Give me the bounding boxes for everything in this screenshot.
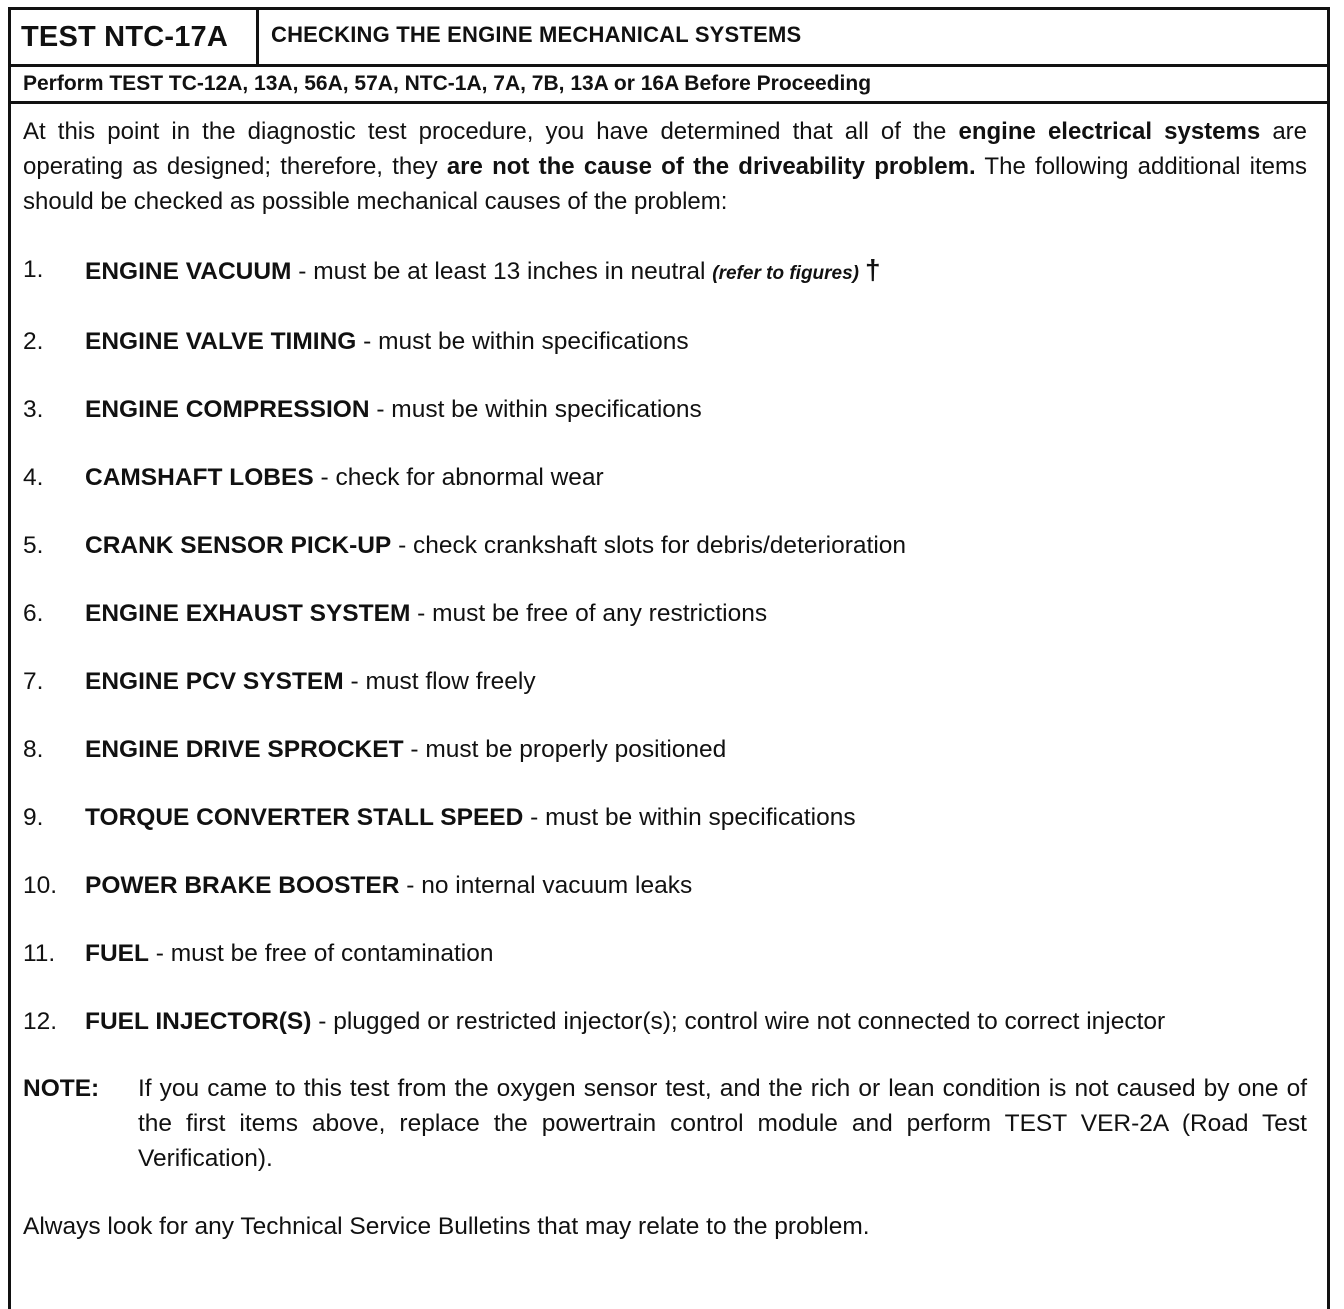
item-text: - must be within specifications [523,804,856,831]
item-text: - no internal vacuum leaks [399,872,693,899]
item-number: 12. [23,1008,58,1035]
item-number: 2. [23,328,44,355]
item-text: - must be within specifications [356,328,689,355]
list-item [23,733,1307,767]
item-label: ENGINE PCV SYSTEM [85,668,344,695]
item-text: - must be properly positioned [403,736,727,763]
item-label: ENGINE COMPRESSION [85,396,370,423]
figure-reference: (refer to figures) [712,263,860,284]
dagger-mark: † [865,254,881,285]
item-text: - check crankshaft slots for debris/deterioration [391,532,907,559]
item-label: ENGINE EXHAUST SYSTEM [85,600,411,627]
list-item [23,869,1307,903]
item-text: - must be within specifications [369,396,702,423]
list-item [23,937,1307,971]
test-procedure-sheet [8,7,1330,1309]
item-label: POWER BRAKE BOOSTER [85,872,400,899]
item-label: FUEL INJECTOR(S) [85,1008,312,1035]
item-label: CAMSHAFT LOBES [85,464,314,491]
check-list [23,253,1307,1039]
item-number: 8. [23,736,44,763]
item-number: 10. [23,872,58,899]
item-number: 7. [23,668,44,695]
item-number: 9. [23,804,44,831]
item-text: - check for abnormal wear [313,464,604,491]
list-item [23,393,1307,427]
note-text: If you came to this test from the oxygen sensor test, and the rich or lean condition is not caused by one of the first items above, replace the powertrain control module and perform TEST VER-2A (Road Test Verification). [138,1075,1307,1172]
item-label: FUEL [85,940,149,967]
intro-paragraph [23,114,1307,219]
item-number: 5. [23,532,44,559]
list-item [23,1005,1307,1039]
item-label: ENGINE VACUUM [85,258,292,285]
item-label: ENGINE VALVE TIMING [85,328,357,355]
list-item [23,253,1307,291]
intro-text: At this point in the diagnostic test procedure, you have determined that all of the [23,118,959,145]
intro-bold-text: are not the cause of the driveability problem. [446,153,976,180]
list-item [23,665,1307,699]
list-item [23,801,1307,835]
note [23,1071,1307,1176]
header-row [11,10,1327,67]
item-number: 6. [23,600,44,627]
list-item [23,529,1307,563]
item-label: CRANK SENSOR PICK-UP [85,532,392,559]
item-text: - must be at least 13 inches in neutral [291,258,713,285]
list-item [23,461,1307,495]
note-label: NOTE: [23,1075,100,1102]
item-text: - plugged or restricted injector(s); control wire not connected to correct injector [311,1008,1166,1035]
item-text: - must be free of any restrictions [410,600,768,627]
test-title: CHECKING THE ENGINE MECHANICAL SYSTEMS [271,22,802,47]
item-text: - must flow freely [343,668,536,695]
prerequisite: Perform TEST TC-12A, 13A, 56A, 57A, NTC-1A, 7A, 7B, 13A or 16A Before Proceeding [11,67,1327,104]
item-text: - must be free of contamination [148,940,494,967]
content [11,114,1327,1244]
item-number: 4. [23,464,44,491]
intro-text: are operating as designed; therefore, they [23,118,1308,180]
item-label: TORQUE CONVERTER STALL SPEED [85,804,524,831]
intro-text: The following additional items should be checked as possible mechanical causes of the problem: [23,153,1307,215]
footer-text: Always look for any Technical Service Bulletins that may relate to the problem. [23,1213,870,1240]
test-id: TEST NTC-17A [11,10,259,64]
item-number: 1. [23,256,44,283]
list-item [23,325,1307,359]
intro-bold-text: engine electrical systems [958,118,1261,145]
list-item [23,597,1307,631]
item-number: 3. [23,396,44,423]
item-number: 11. [23,940,56,967]
item-label: ENGINE DRIVE SPROCKET [85,736,404,763]
